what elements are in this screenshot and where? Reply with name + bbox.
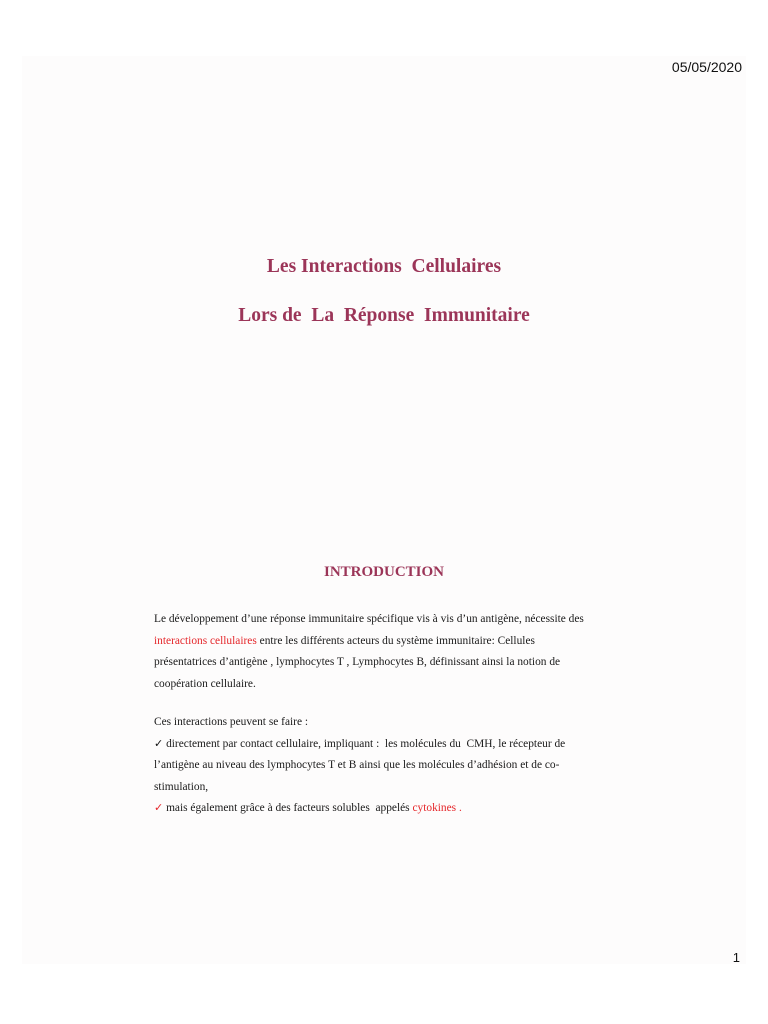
paragraph-line: Ces interactions peuvent se faire : [154,716,309,728]
bullet-line [154,798,624,820]
bullet-text: directement par contact cellulaire, impliquant : les molécules du CMH, le récepteur de [163,737,566,750]
title-line-2: Lors de La Réponse Immunitaire [238,305,530,326]
section-heading: INTRODUCTION [323,564,444,580]
intro-paragraph [154,609,624,695]
header-date: 05/05/2020 [671,59,742,75]
checkmark-icon: ✓ [154,802,164,815]
paragraph-line: stimulation, [154,780,209,793]
paragraph-line: présentatrices d’antigène , lymphocytes T , Lymphocytes B, définissant ainsi la notion de [154,656,561,669]
page-number: 1 [732,950,740,965]
highlight-text: cytokines . [412,802,462,815]
checkmark-icon: ✓ [154,737,164,750]
slide-background [22,56,746,964]
bullet-line [154,734,624,756]
paragraph-text: entre les différents acteurs du système immunitaire: Cellules [256,634,535,647]
highlight-text: interactions cellulaires [154,634,257,647]
title-line-1: Les Interactions Cellulaires [266,256,502,277]
paragraph-line: Le développement d’une réponse immunitaire spécifique vis à vis d’un antigène, nécessite des [154,613,584,625]
interactions-paragraph [154,712,624,820]
paragraph-line: l’antigène au niveau des lymphocytes T et B ainsi que les molécules d’adhésion et de co- [154,759,560,772]
paragraph-line: coopération cellulaire. [154,677,256,690]
bullet-text: mais également grâce à des facteurs solubles appelés [163,802,413,815]
paragraph-line [154,631,624,653]
